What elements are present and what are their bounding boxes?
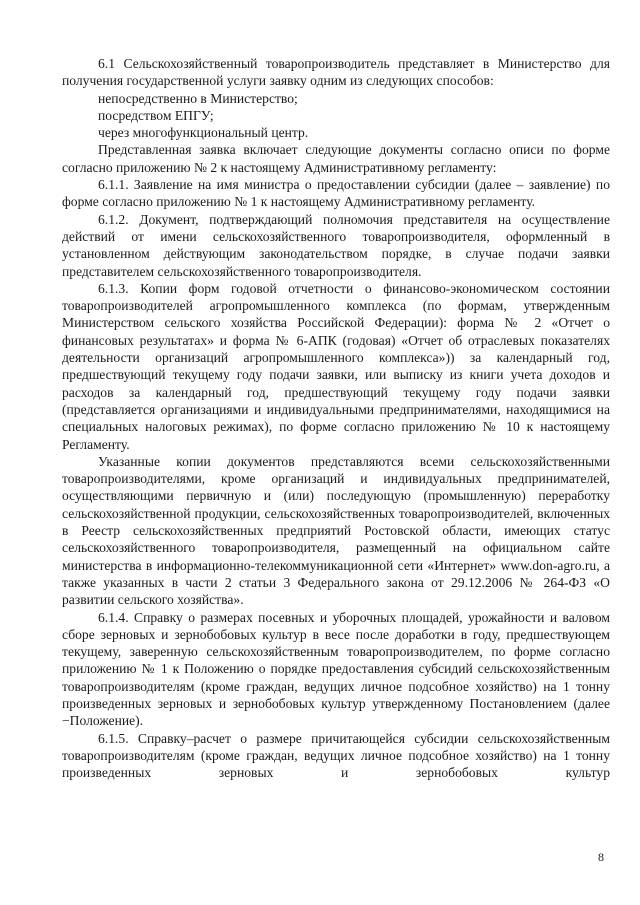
paragraph-6-1-5: 6.1.5. Справку–расчет о размере причитающейся субсидии сельскохозяйственным товаропроизводителям (кроме граждан, ведущих личное подсобное хозяйство) на 1 тонну произведенных зерновых и зернобобовых культур bbox=[62, 730, 610, 781]
paragraph-6-1-1: 6.1.1. Заявление на имя министра о предоставлении субсидии (далее – заявление) по форме согласно приложению № 1 к настоящему Административному регламенту. bbox=[62, 177, 610, 210]
paragraph-application-contents: Представленная заявка включает следующие документы согласно описи по форме согласно приложению № 2 к настоящему Административному регламенту: bbox=[62, 142, 610, 175]
list-item-mfc: через многофункциональный центр. bbox=[98, 125, 309, 141]
list-item-epgu: посредством ЕПГУ; bbox=[98, 107, 214, 123]
paragraph-6-1-4: 6.1.4. Справку о размерах посевных и уборочных площадей, урожайности и валовом сборе зерновых и зернобобовых культур в весе после доработки в году, предшествующем текущему, заверенную сельскохозяйственным товаропроизводителем, по форме согласно приложению № 1 к Положению о порядке предоставления субсидий сельскохозяйственным товаропроизводителям (кроме граждан, ведущих личное подсобное хозяйство) на 1 тонну произведенных зерновых и зернобобовых культур утвержденному Постановлением (далее −Положение). bbox=[62, 609, 610, 729]
document-body bbox=[62, 55, 610, 781]
paragraph-6-1-3: 6.1.3. Копии форм годовой отчетности о финансово-экономическом состоянии товаропроизводителей агропромышленного комплекса (по формам, утвержденным Министерством сельского хозяйства Российской Федерации): форма № 2 «Отчет о финансовых результатах» и форма № 6-АПК (годовая) «Отчет об отраслевых показателях деятельности организаций агропромышленного комплекса»)) за календарный год, предшествующий текущему году подачи заявки, или выписку из книги учета доходов и расходов за календарный год, предшествующий текущему году подачи заявки (представляется организациями и индивидуальными предпринимателями, находящимися на специальных налоговых режимах), по форме согласно приложению № 10 к настоящему Регламенту. bbox=[62, 280, 610, 452]
page-number: 8 bbox=[598, 850, 604, 864]
paragraph-6-1-2: 6.1.2. Документ, подтверждающий полномочия представителя на осуществление действий от имени сельскохозяйственного товаропроизводителя, оформленный в установленном действующим законодательством порядке, в случае подачи заявки представителем сельскохозяйственного товаропроизводителя. bbox=[62, 211, 610, 279]
paragraph-6-1: 6.1 Сельскохозяйственный товаропроизводитель представляет в Министерство для получения государственной услуги заявку одним из следующих способов: bbox=[62, 56, 610, 89]
list-item-ministry: непосредственно в Министерство; bbox=[98, 90, 298, 106]
paragraph-copies-note: Указанные копии документов представляются всеми сельскохозяйственными товаропроизводителями, кроме организаций и индивидуальных предпринимателей, осуществляющими первичную и (или) последующую (промышленную) переработку сельскохозяйственной продукции, сельскохозяйственных товаропроизводителей, включенных в Реестр сельскохозяйственных предприятий Ростовской области, имеющих статус сельскохозяйственного товаропроизводителя, размещенный на официальном сайте министерства в информационно-телекоммуникационной сети «Интернет» www.don-agro.ru, а также указанных в части 2 статьи 3 Федерального закона от 29.12.2006 № 264-ФЗ «О развитии сельского хозяйства». bbox=[62, 453, 610, 608]
